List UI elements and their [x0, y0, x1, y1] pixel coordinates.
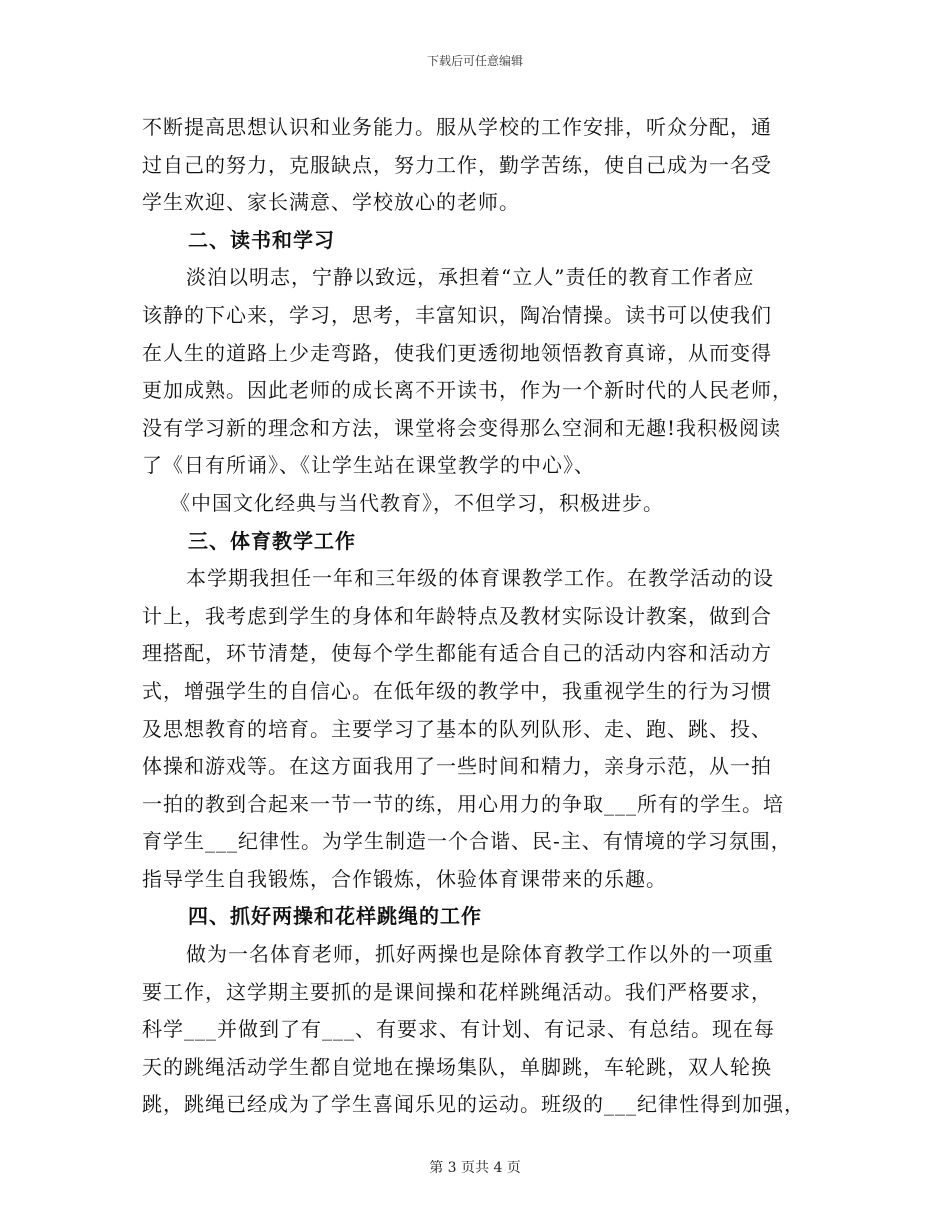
body-line: 淡泊以明志，宁静以致远，承担着“立人”责任的教育工作者应 [186, 265, 755, 290]
body-line: 该静的下心来，学习，思考，丰富知识，陶冶情操。读书可以使我们 [142, 302, 772, 327]
body-line: 科学___并做到了有___、有要求、有计划、有记录、有总结。现在每 [142, 1017, 775, 1042]
body-line: 学生欢迎、家长满意、学校放心的老师。 [142, 190, 520, 215]
body-line: 过自己的努力，克服缺点，努力工作，勤学苦练，使自己成为一名受 [142, 152, 772, 177]
body-line: 理搭配，环节清楚，使每个学生都能有适合自己的活动内容和活动方 [142, 641, 772, 666]
section-heading: 四、抓好两操和花样跳绳的工作 [188, 904, 482, 929]
body-line: 指导学生自我锻炼，合作锻炼，休验体育课带来的乐趣。 [142, 866, 667, 891]
body-line: 《中国文化经典与当代教育》，不但学习，积极进步。 [170, 490, 664, 515]
body-line: 不断提高思想认识和业务能力。服从学校的工作安排，听众分配，通 [142, 115, 772, 139]
body-line: 育学生___纪律性。为学生制造一个合谐、民-主、有情境的学习氛围， [142, 829, 792, 854]
body-line: 要工作，这学期主要抓的是课间操和花样跳绳活动。我们严格要求， [142, 979, 772, 1004]
header-note: 下载后可任意编辑 [426, 54, 523, 68]
body-line: 做为一名体育老师，抓好两操也是除体育教学工作以外的一项重 [186, 942, 774, 967]
body-line: 计上，我考虑到学生的身体和年龄特点及教材实际设计教案，做到合 [142, 603, 772, 628]
section-heading: 二、读书和学习 [188, 227, 335, 252]
body-line: 式，增强学生的自信心。在低年级的教学中，我重视学生的行为习惯 [142, 678, 772, 703]
body-line: 天的跳绳活动学生都自觉地在操场集队，单脚跳，车轮跳，双人轮换 [142, 1054, 772, 1079]
body-line: 及思想教育的培育。主要学习了基本的队列队形、走、跑、跳、投、 [142, 716, 772, 741]
section-heading: 三、体育教学工作 [188, 528, 356, 553]
body-line: 体操和游戏等。在这方面我用了一些时间和精力，亲身示范，从一拍 [142, 754, 772, 779]
body-line: 在人生的道路上少走弯路，使我们更透彻地领悟教育真谛，从而变得 [142, 340, 772, 365]
document-body [142, 109, 822, 1124]
page-number: 第 3 页共 4 页 [429, 1160, 521, 1176]
body-line: 了《日有所诵》、《让学生站在课堂教学的中心》、 [142, 453, 595, 478]
body-line: 没有学习新的理念和方法，课堂将会变得那么空洞和无趣!我积极阅读 [142, 415, 782, 440]
body-line: 更加成熟。因此老师的成长离不开读书，作为一个新时代的人民老师， [142, 378, 793, 403]
body-line: 跳，跳绳已经成为了学生喜闻乐见的运动。班级的___纪律性得到加强， [142, 1092, 805, 1117]
body-line: 一拍的教到合起来一节一节的练，用心用力的争取___所有的学生。培 [142, 791, 784, 816]
body-line: 本学期我担任一年和三年级的体育课教学工作。在教学活动的设 [186, 566, 774, 591]
